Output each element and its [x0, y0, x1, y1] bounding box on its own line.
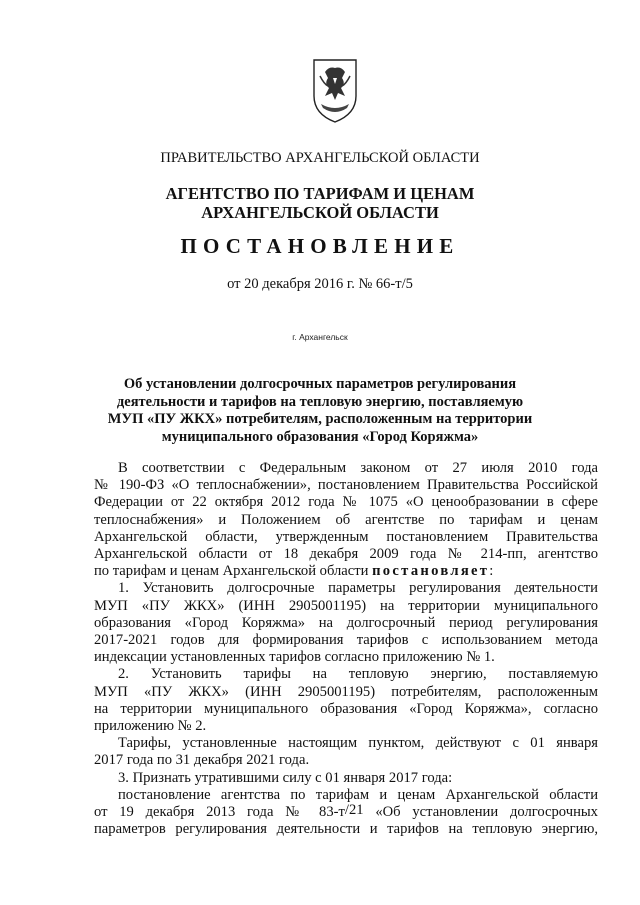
body-line: постановление агентства по тарифам и ценам Архангельской области [118, 786, 598, 803]
agency-title [0, 184, 640, 222]
body-line [94, 804, 598, 821]
body-line: № 190-ФЗ «О теплоснабжении», постановлением Правительства Российской [94, 477, 598, 494]
city-label: г. Архангельск [292, 332, 348, 342]
body-line: параметров регулирования деятельности и тарифов на тепловую энергию, [94, 821, 598, 838]
body-line: Архангельской области, утвержденным постановлением Правительства [94, 528, 598, 545]
decree-subject [0, 376, 640, 446]
body-line: МУП «ПУ ЖКХ» (ИНН 2905001195) потребителям, расположенным [94, 683, 598, 700]
government-title: ПРАВИТЕЛЬСТВО АРХАНГЕЛЬСКОЙ ОБЛАСТИ [160, 150, 480, 166]
body-line: приложению № 2. [94, 718, 207, 735]
body-text-segment: по тарифам и ценам Архангельской области [94, 563, 373, 580]
body-line: 2017-2021 годов для формирования тарифов с использованием метода [94, 632, 598, 649]
document-type-heading: ПОСТАНОВЛЕНИЕ [180, 234, 460, 258]
body-line: на территории муниципального образования «Город Коряжма», согласно [94, 700, 598, 717]
body-line: 2017 года по 31 декабря 2021 года. [94, 752, 310, 769]
resolves-word: постановляет [372, 563, 490, 580]
body-line: 2. Установить тарифы на тепловую энергию, поставляемую [118, 666, 598, 683]
body-text-segment: /21 [344, 802, 364, 819]
body-line: В соответствии с Федеральным законом от 27 июля 2010 года [118, 460, 598, 476]
agency-title-line: АГЕНТСТВО ПО ТАРИФАМ И ЦЕНАМ [165, 184, 475, 203]
subject-line: муниципального образования «Город Коряжма» [161, 428, 479, 445]
body-line: МУП «ПУ ЖКХ» (ИНН 2905001195) на территории муниципального [94, 597, 598, 614]
body-line [94, 563, 598, 580]
body-line: Федерации от 22 октября 2012 года № 1075 «О ценообразовании в сфере [94, 494, 598, 511]
body-text-segment: : [489, 563, 494, 580]
body-line: Тарифы, установленные настоящим пунктом, действуют с 01 января [118, 735, 598, 752]
body-text-segment: от 19 декабря 2013 года № 83-т [94, 804, 345, 821]
subject-line: деятельности и тарифов на тепловую энергию, поставляемую [116, 393, 524, 410]
body-line: Архангельской области от 18 декабря 2009 года № 214-пп, агентство [94, 546, 598, 563]
body-line: теплоснабжения» и Положением об агентстве по тарифам и ценам [94, 511, 598, 528]
agency-title-line: АРХАНГЕЛЬСКОЙ ОБЛАСТИ [201, 203, 439, 222]
body-line: 3. Признать утратившими силу с 01 января 2017 года: [118, 769, 453, 786]
subject-line: Об установлении долгосрочных параметров регулирования [123, 376, 517, 392]
subject-line: МУП «ПУ ЖКХ» потребителям, расположенным на территории [107, 411, 533, 427]
body-text-segment: «Об установлении долгосрочных [363, 804, 598, 821]
body-line: индексации установленных тарифов согласно приложению № 1. [94, 649, 495, 666]
coat-of-arms-icon [311, 56, 359, 124]
body-line: образования «Город Коряжма» на долгосрочный период регулирования [94, 614, 598, 631]
decree-body [94, 460, 598, 838]
body-line: 1. Установить долгосрочные параметры регулирования деятельности [118, 580, 598, 597]
date-number: от 20 декабря 2016 г. № 66-т/5 [227, 276, 413, 292]
